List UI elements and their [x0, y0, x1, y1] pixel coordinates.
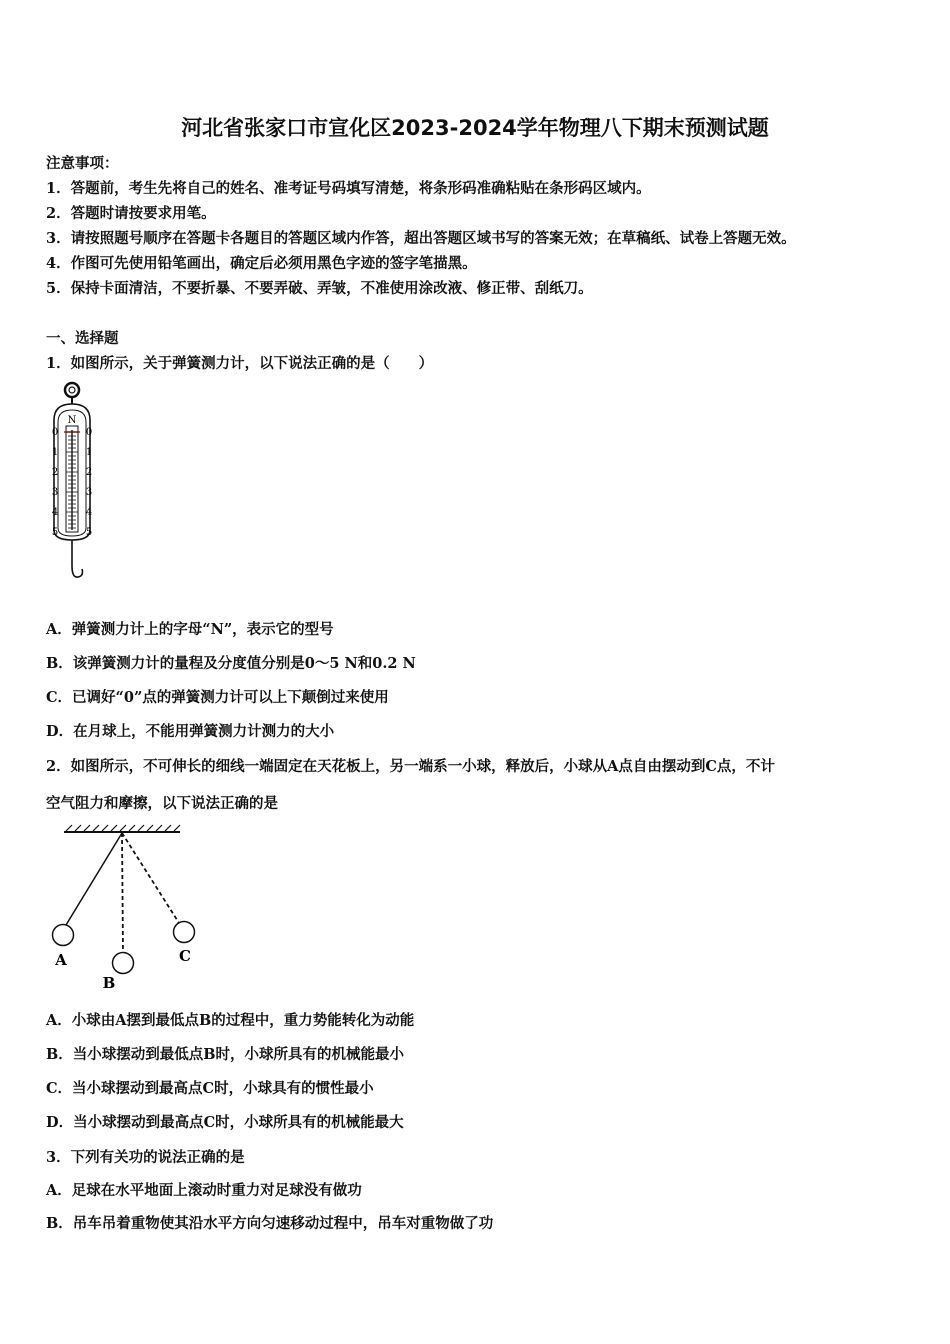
label-c: C — [179, 947, 191, 965]
question-3-stem: 3．下列有关功的说法正确的是 — [46, 1149, 245, 1166]
scale-left-tick: 2 — [51, 467, 59, 478]
scale-right-tick: 0 — [85, 427, 93, 438]
scale-right-tick: 2 — [85, 467, 93, 478]
ball-a — [53, 925, 74, 946]
notice-heading: 注意事项： — [46, 155, 119, 172]
q1-option-c: C．已调好“0”点的弹簧测力计可以上下颠倒过来使用 — [46, 689, 389, 706]
notice-item: 2．答题时请按要求用笔。 — [46, 205, 216, 222]
section-heading: 一、选择题 — [46, 330, 119, 347]
ceiling-hatch — [66, 825, 180, 831]
scale-right-tick: 3 — [85, 487, 93, 498]
label-b: B — [102, 974, 116, 992]
scale-right-tick: 5 — [85, 527, 93, 538]
pendulum-figure — [44, 822, 204, 994]
q2-option-c: C．当小球摆动到最高点C时，小球具有的惯性最小 — [46, 1080, 374, 1097]
ball-b — [113, 953, 134, 974]
notice-item: 1．答题前，考生先将自己的姓名、准考证号码填写清楚，将条形码准确粘贴在条形码区域内。 — [46, 180, 651, 197]
ball-c — [174, 922, 195, 943]
q2-option-a: A．小球由A摆到最低点B的过程中，重力势能转化为动能 — [46, 1012, 415, 1029]
scale-left-tick: 0 — [51, 427, 59, 438]
q1-option-a: A．弹簧测力计上的字母“N”，表示它的型号 — [46, 621, 334, 638]
notice-item: 3．请按照题号顺序在答题卡各题目的答题区域内作答，超出答题区域书写的答案无效；在草稿纸、试卷上答题无效。 — [46, 230, 796, 247]
q1-option-b: B．该弹簧测力计的量程及分度值分别是0～5 N和0.2 N — [46, 655, 416, 672]
q3-option-a: A．足球在水平地面上滚动时重力对足球没有做功 — [46, 1182, 362, 1199]
notice-item: 5．保持卡面清洁，不要折暴、不要弄破、弄皱，不准使用涂改液、修正带、刮纸刀。 — [46, 280, 593, 297]
question-2-stem-line2: 空气阻力和摩擦，以下说法正确的是 — [46, 795, 278, 812]
q3-option-b: B．吊车吊着重物使其沿水平方向匀速移动过程中，吊车对重物做了功 — [46, 1215, 494, 1232]
scale-unit-label: N — [67, 415, 77, 426]
scale-right-tick: 1 — [85, 447, 93, 458]
page-title: 河北省张家口市宣化区2023-2024学年物理八下期末预测试题 — [181, 116, 769, 140]
question-1-stem: 1．如图所示，关于弹簧测力计，以下说法正确的是（ ） — [46, 355, 434, 372]
q2-option-d: D．当小球摆动到最高点C时，小球所具有的机械能最大 — [46, 1114, 404, 1131]
spring-scale-figure — [44, 380, 104, 584]
q2-option-b: B．当小球摆动到最低点B时，小球所具有的机械能最小 — [46, 1046, 405, 1063]
question-2-stem-line1: 2．如图所示，不可伸长的细线一端固定在天花板上，另一端系一小球，释放后，小球从A点自由摆动到C点，不计 — [46, 758, 775, 775]
scale-left-tick: 4 — [51, 507, 59, 518]
label-a: A — [55, 951, 67, 969]
scale-right-tick: 4 — [85, 507, 93, 518]
scale-left-tick: 5 — [51, 527, 59, 538]
notice-item: 4．作图可先使用铅笔画出，确定后必须用黑色字迹的签字笔描黑。 — [46, 255, 477, 272]
scale-left-tick: 3 — [51, 487, 59, 498]
scale-left-tick: 1 — [51, 447, 59, 458]
q1-option-d: D．在月球上，不能用弹簧测力计测力的大小 — [46, 723, 335, 740]
